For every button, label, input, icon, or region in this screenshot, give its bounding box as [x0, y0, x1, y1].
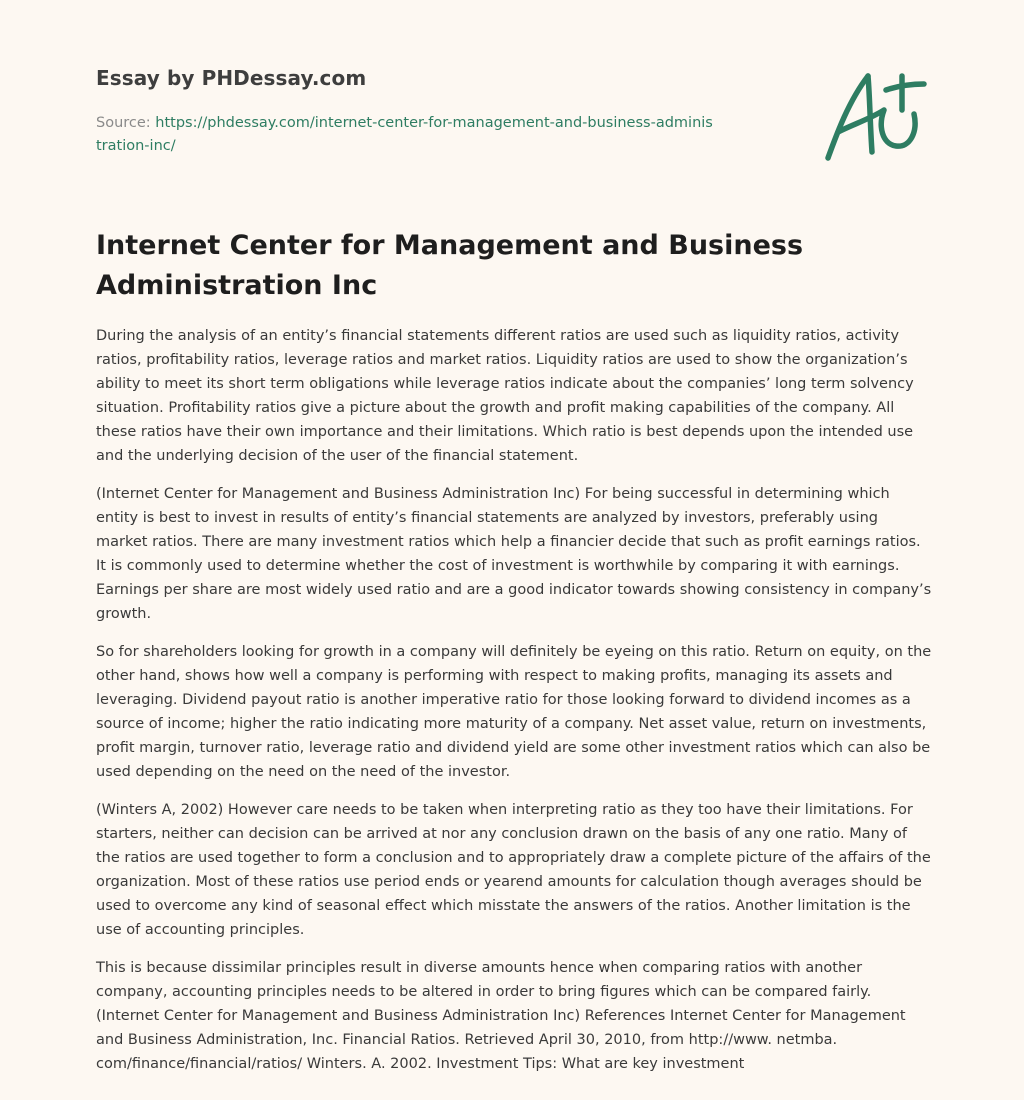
source-label: Source:: [96, 115, 156, 131]
article-body: [96, 324, 932, 1090]
body-paragraph: So for shareholders looking for growth in a company will definitely be eyeing on this ratio. Return on equity, on the other hand, shows how well a company is performing with respect to making profits, managing its assets and leveraging. Dividend payout ratio is another imperative ratio for those looking forward to dividend incomes as a source of income; higher the ratio indicating more maturity of a company. Net asset value, return on investments, profit margin, turnover ratio, leverage ratio and dividend yield are some other investment ratios which can also be used depending on the need on the need of the investor.: [96, 644, 932, 780]
article-title: Internet Center for Management and Business Administration Inc: [96, 230, 804, 301]
source-line: [96, 112, 716, 158]
a-plus-icon: [822, 66, 930, 166]
body-paragraph: (Winters A, 2002) However care needs to be taken when interpreting ratio as they too have their limitations. For starters, neither can decision can be arrived at nor any conclusion drawn on the basis of any one ratio. Many of the ratios are used together to form a conclusion and to appropriately draw a complete picture of the affairs of the organization. Most of these ratios use period ends or yearend amounts for calculation though averages should be used to overcome any kind of seasonal effect which misstate the answers of the ratios. Another limitation is the use of accounting principles.: [96, 802, 931, 938]
source-link[interactable]: https://phdessay.com/internet-center-for-management-and-business-administration-inc/: [96, 115, 713, 154]
document-page: [96, 0, 932, 1072]
body-paragraph: (Internet Center for Management and Business Administration Inc) For being successful in determining which entity is best to invest in results of entity’s financial statements are analyzed by investors, preferably using market ratios. There are many investment ratios which help a financier decide that such as profit earnings ratios. It is commonly used to determine whether the cost of investment is worthwhile by comparing it with earnings. Earnings per share are most widely used ratio and are a good indicator towards showing consistency in company’s growth.: [96, 486, 932, 622]
document-header: [96, 0, 928, 170]
body-paragraph: This is because dissimilar principles result in diverse amounts hence when comparing ratios with another company, accounting principles needs to be altered in order to bring figures which can be compared fairly. (Internet Center for Management and Business Administration Inc) References Internet Center for Management and Business Administration, Inc. Financial Ratios. Retrieved April 30, 2010, from http://www. netmba. com/finance/financial/ratios/ Winters. A. 2002. Investment Tips: What are key investment: [96, 960, 906, 1072]
site-brand: Essay by PHDessay.com: [96, 66, 367, 90]
body-paragraph: During the analysis of an entity’s financial statements different ratios are used such as liquidity ratios, activity ratios, profitability ratios, leverage ratios and market ratios. Liquidity ratios are used to show the organization’s ability to meet its short term obligations while leverage ratios indicate about the companies’ long term solvency situation. Profitability ratios give a picture about the growth and profit making capabilities of the company. All these ratios have their own importance and their limitations. Which ratio is best depends upon the intended use and the underlying decision of the user of the financial statement.: [96, 328, 914, 464]
